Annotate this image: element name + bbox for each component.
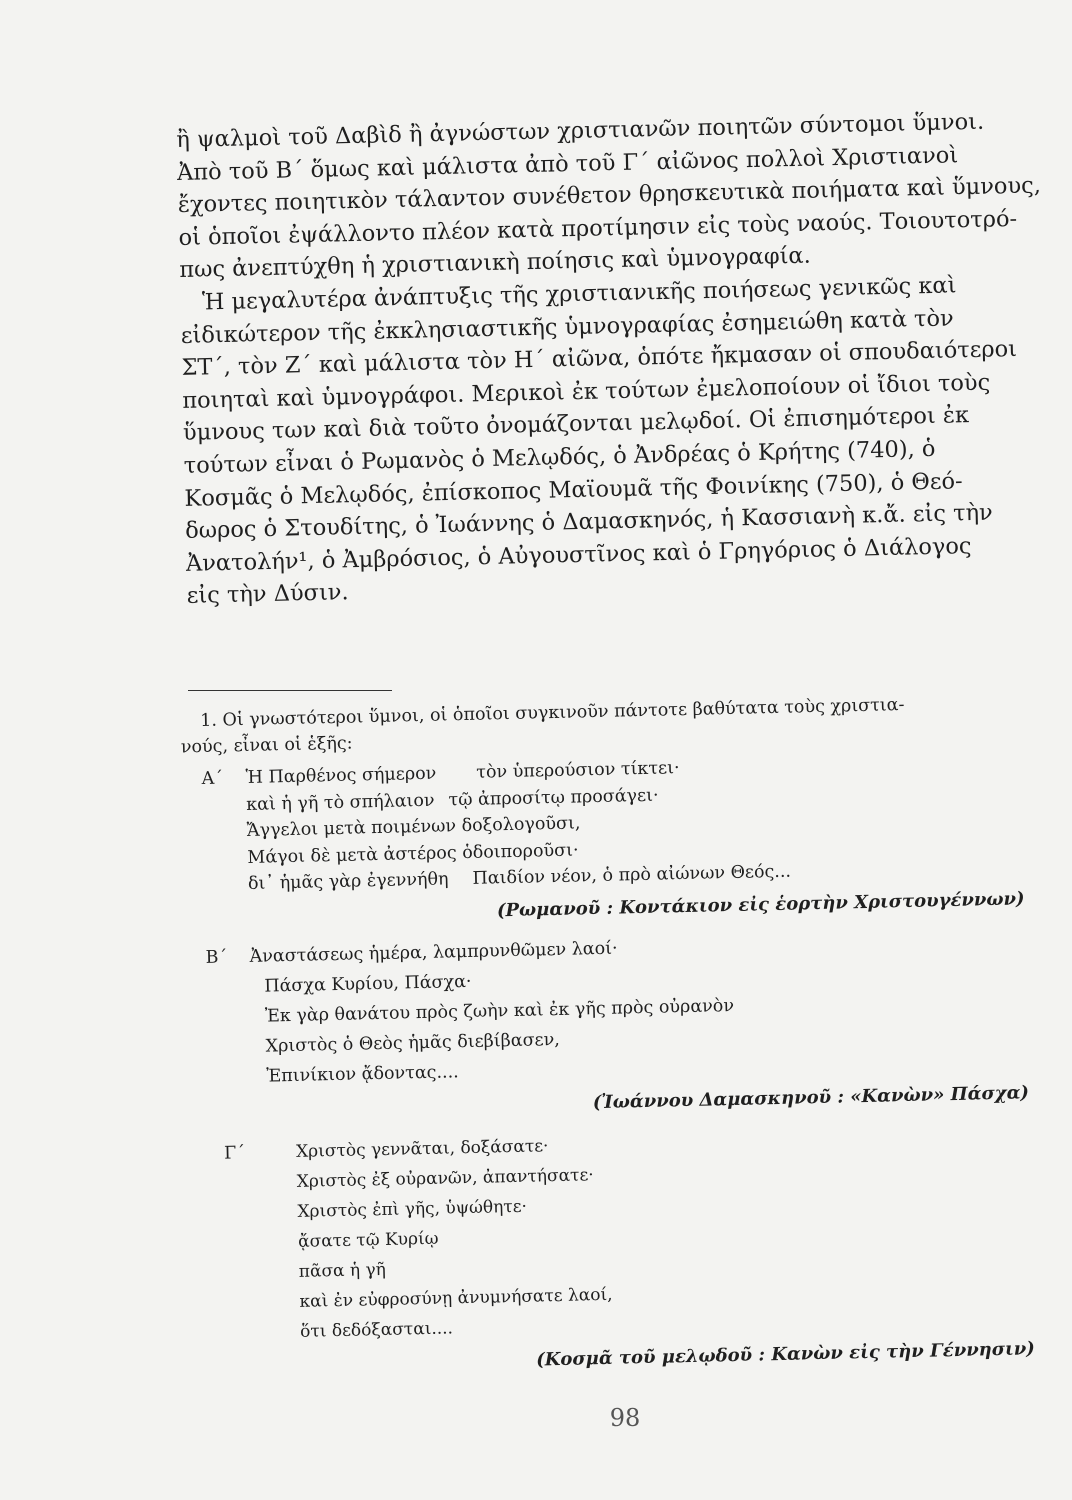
- text-line: τούτων εἶναι ὁ Ρωμανὸς ὁ Μελῳδός, ὁ Ἀνδρέας ὁ Κρήτης (740), ὁ: [183, 435, 936, 479]
- hymn-line: Ἐκ γὰρ θανάτου πρὸς ζωὴν καὶ ἐκ γῆς πρὸς οὐρανὸν: [264, 995, 735, 1027]
- hymn-line: Μάγοι δὲ μετὰ ἀστέρος ὁδοιποροῦσι·: [247, 839, 579, 868]
- hymn-label: Β΄: [205, 946, 228, 968]
- hymn-source: (Ἰωάννου Δαμασκηνοῦ : «Κανὼν» Πάσχα): [592, 1081, 1030, 1113]
- text-line: εἰδικώτερον τῆς ἐκκλησιαστικῆς ὑμνογραφίας ἐσημειώθη κατὰ τὸν: [180, 304, 954, 349]
- hymn-line: ὅτι δεδόξασται....: [299, 1317, 454, 1342]
- text-line: εἰς τὴν Δύσιν.: [186, 579, 349, 610]
- text-line: Ἀπὸ τοῦ Β΄ ὅμως καὶ μάλιστα ἀπὸ τοῦ Γ΄ αἰῶνος πολλοὶ Χριστιανοὶ: [176, 141, 959, 186]
- hymn-line: πᾶσα ἡ γῆ: [298, 1259, 387, 1282]
- page-number: 98: [609, 1404, 641, 1432]
- footnote-line: νούς, εἶναι οἱ ἑξῆς:: [180, 733, 353, 758]
- hymn-a: [201, 747, 1045, 933]
- text-line: δωρος ὁ Στουδίτης, ὁ Ἰωάννης ὁ Δαμασκηνός, ἡ Κασσιανὴ κ.ἄ. εἰς τὴν: [184, 499, 993, 545]
- footnote-divider: [188, 690, 392, 691]
- hymn-line: Χριστὸς γεννᾶται, δοξάσατε·: [295, 1135, 549, 1162]
- main-text: [176, 104, 1063, 613]
- hymn-label: Α΄: [201, 768, 224, 789]
- hymn-line: δι᾿ ἡμᾶς γὰρ ἐγεννήθη Παιδίον νέον, ὁ πρὸ αἰώνων Θεός...: [247, 861, 792, 894]
- hymn-line: Ἐπινίκιον ᾄδοντας....: [266, 1061, 459, 1087]
- hymn-line: Χριστὸς ἐπὶ γῆς, ὑψώθητε·: [297, 1196, 528, 1222]
- text-line: Ἡ μεγαλυτέρα ἀνάπτυξις τῆς χριστιανικῆς ποιήσεως γενικῶς καὶ: [201, 272, 957, 316]
- hymn-label: Γ΄: [223, 1142, 246, 1164]
- hymn-line: ᾄσατε τῷ Κυρίῳ: [297, 1228, 439, 1252]
- hymn-source: (Κοσμᾶ τοῦ μελῳδοῦ : Κανὼν εἰς τὴν Γέννησιν): [535, 1337, 1035, 1371]
- footnote-line: 1. Οἱ γνωστότεροι ὕμνοι, οἱ ὁποῖοι συγκινοῦν πάντοτε βαθύτατα τοὺς χριστια-: [200, 695, 905, 731]
- hymn-line: Ἀναστάσεως ἡμέρα, λαμπρυνθῶμεν λαοί·: [249, 938, 618, 967]
- text-line: Κοσμᾶς ὁ Μελῳδός, ἐπίσκοπος Μαϊουμᾶ τῆς Φοινίκης (750), ὁ Θεό-: [184, 467, 963, 512]
- hymn-line: Πάσχα Κυρίου, Πάσχα·: [264, 971, 472, 997]
- hymn-line: καὶ ἐν εὐφροσύνῃ ἀνυμνήσατε λαοί,: [299, 1284, 613, 1312]
- text-line: ποιηταὶ καὶ ὑμνογράφοι. Μερικοὶ ἐκ τούτων ἐμελοποίουν οἱ ἴδιοι τοὺς: [181, 369, 991, 414]
- hymn-line: Ἄγγελοι μετὰ ποιμένων δοξολογοῦσι,: [246, 813, 581, 841]
- hymn-b: [205, 923, 1049, 1126]
- text-line: ὕμνους των καὶ διὰ τοῦτο ὀνομάζονται μελῳδοί. Οἱ ἐπισημότεροι ἐκ: [182, 402, 970, 447]
- hymn-source: (Ρωμανοῦ : Κοντάκιον εἰς ἑορτὴν Χριστουγέννων): [496, 887, 1025, 921]
- hymn-line: καὶ ἡ γῆ τὸ σπήλαιον τῷ ἀπροσίτῳ προσάγει·: [245, 785, 659, 815]
- text-line: ΣΤ΄, τὸν Ζ΄ καὶ μάλιστα τὸν Η΄ αἰῶνα, ὁπότε ἤκμασαν οἱ σπουδαιότεροι: [181, 336, 1018, 382]
- text-line: οἱ ὁποῖοι ἐψάλλοντο πλέον κατὰ προτίμησιν εἰς τοὺς ναούς. Τοιουτοτρό-: [178, 205, 1018, 251]
- hymn-c: [210, 1119, 1055, 1382]
- text-line: ἢ ψαλμοὶ τοῦ Δαβὶδ ἢ ἀγνώστων χριστιανῶν ποιητῶν σύντομοι ὕμνοι.: [176, 108, 985, 153]
- text-line: Ἀνατολήν¹, ὁ Ἀμβρόσιος, ὁ Αὐγουστῖνος καὶ ὁ Γρηγόριος ὁ Διάλογος: [185, 532, 972, 577]
- text-line: πως ἀνεπτύχθη ἡ χριστιανικὴ ποίησις καὶ ὑμνογραφία.: [179, 243, 812, 284]
- hymn-line: Χριστὸς ὁ Θεὸς ἡμᾶς διεβίβασεν,: [265, 1029, 561, 1057]
- footnote: [180, 689, 1055, 1392]
- hymn-line: Χριστὸς ἐξ οὐρανῶν, ἀπαντήσατε·: [296, 1164, 594, 1192]
- hymn-line: Ἡ Παρθένος σήμερον τὸν ὑπερούσιον τίκτει·: [245, 758, 680, 788]
- text-line: ἔχοντες ποιητικὸν τάλαντον συνέθετον θρησκευτικὰ ποιήματα καὶ ὕμνους,: [177, 172, 1042, 219]
